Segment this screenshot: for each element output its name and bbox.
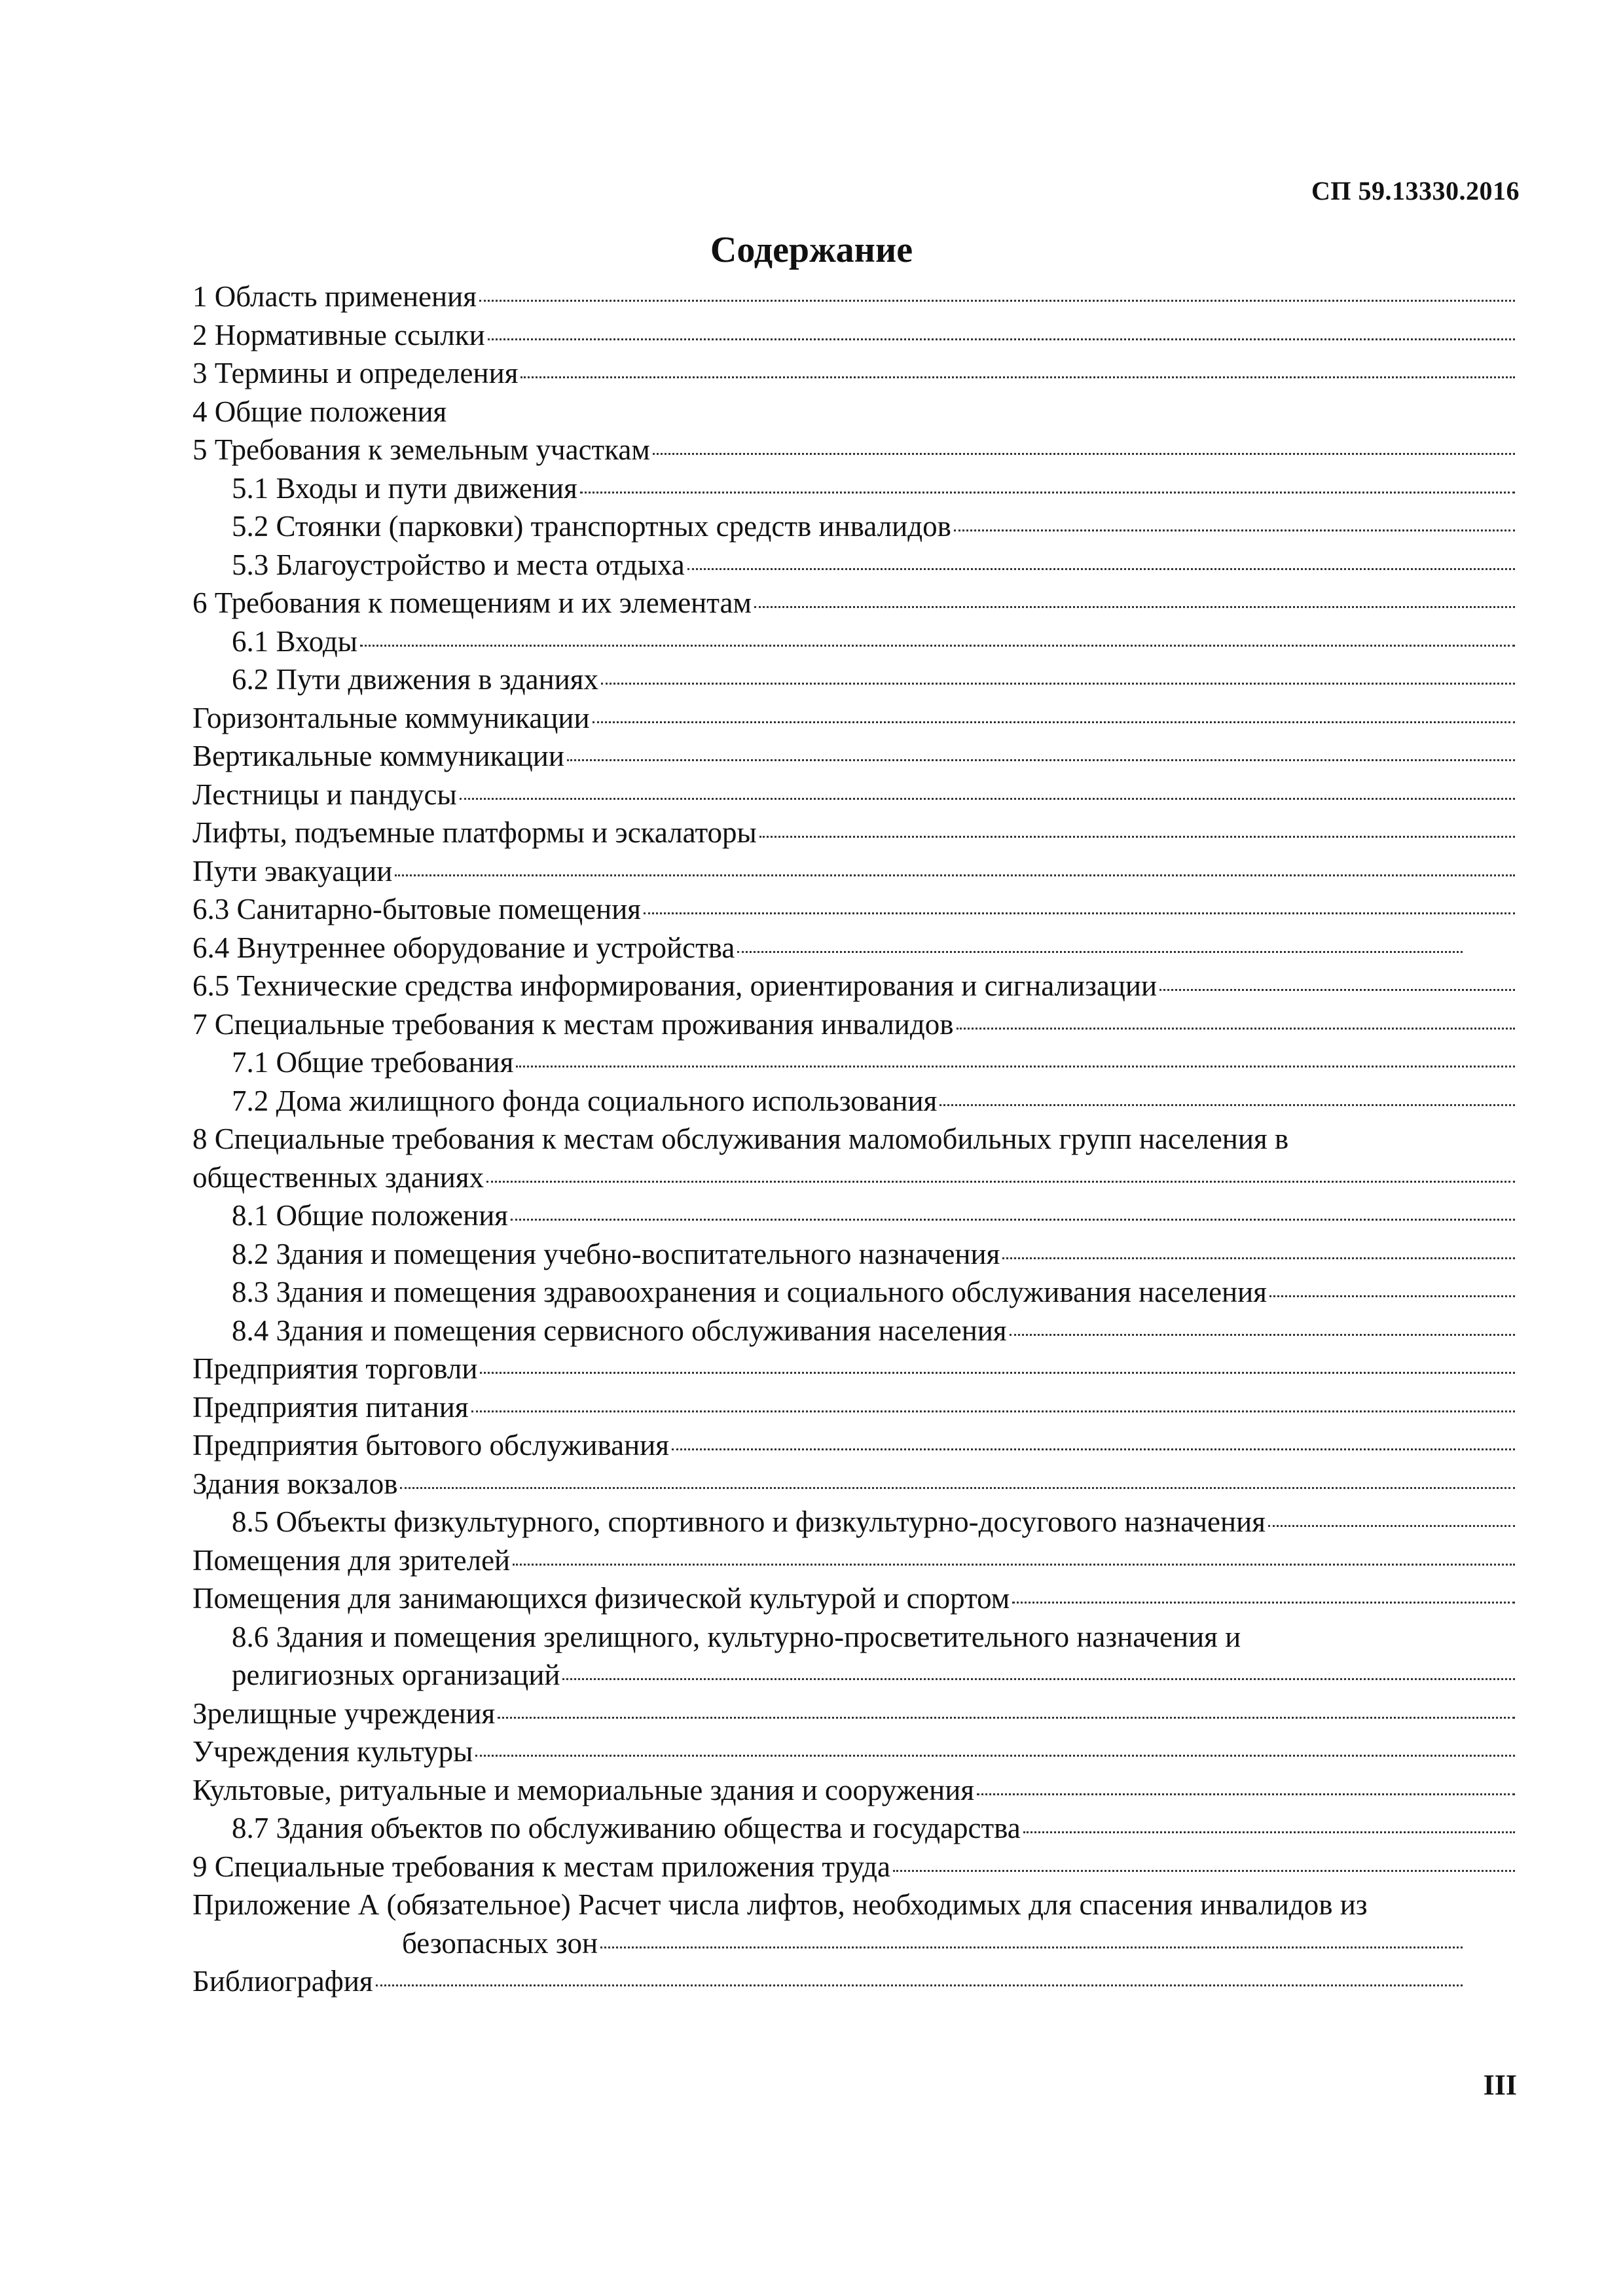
toc-entry-label: 8.2 Здания и помещения учебно-воспитательного назначения	[232, 1237, 1000, 1270]
toc-entry	[192, 431, 1515, 469]
toc-entry	[192, 776, 1515, 814]
toc-entry	[192, 660, 1515, 699]
toc-entry-label: Учреждения культуры	[192, 1735, 473, 1768]
toc-entry	[192, 1809, 1515, 1848]
toc-leader-dots	[475, 1755, 1515, 1757]
toc-entry	[192, 1579, 1515, 1618]
toc-entry-label: Лестницы и пандусы	[192, 778, 457, 811]
toc-entry-label: Предприятия питания	[192, 1390, 469, 1424]
toc-leader-dots	[1012, 1602, 1515, 1604]
toc-entry-label: 7.2 Дома жилищного фонда социального использования	[232, 1084, 938, 1117]
toc-entry-label: Библиография	[192, 1965, 373, 1998]
toc-entry	[192, 929, 1515, 967]
toc-entry	[192, 1120, 1515, 1158]
toc-entry	[192, 1158, 1515, 1197]
toc-leader-dots	[400, 1487, 1515, 1489]
toc-entry	[192, 622, 1515, 661]
toc-leader-dots	[759, 836, 1515, 838]
toc-entry-label: 8.7 Здания объектов по обслуживанию общества и государства	[232, 1812, 1021, 1844]
toc-entry-label: безопасных зон	[402, 1926, 598, 1960]
toc-entry	[192, 1732, 1515, 1771]
toc-entry	[192, 507, 1515, 546]
toc-entry	[192, 469, 1515, 508]
toc-leader-dots	[580, 492, 1515, 493]
toc-leader-dots	[498, 1717, 1515, 1719]
toc-entry-label: Помещения для зрителей	[192, 1543, 511, 1577]
toc-leader-dots	[939, 1104, 1515, 1106]
toc-entry-label: 7 Специальные требования к местам проживания инвалидов	[192, 1007, 954, 1041]
toc-entry-label: Предприятия торговли	[192, 1352, 478, 1385]
toc-entry	[192, 1771, 1515, 1810]
toc-leader-dots	[360, 645, 1515, 647]
toc-entry-label: Зрелищные учреждения	[192, 1696, 496, 1730]
toc-leader-dots	[516, 1066, 1515, 1067]
toc-entry	[192, 852, 1515, 891]
toc-leader-dots	[1002, 1257, 1515, 1259]
toc-entry	[192, 1962, 1515, 2001]
toc-entry-label: 6.3 Санитарно-бытовые помещения	[192, 893, 641, 925]
toc-leader-dots	[1023, 1831, 1515, 1833]
toc-entry-label: 8.6 Здания и помещения зрелищного, культурно-просветительного назначения и	[232, 1620, 1241, 1653]
toc-leader-dots	[1010, 1334, 1515, 1336]
toc-entry	[192, 1196, 1515, 1235]
toc-leader-dots	[1268, 1525, 1515, 1527]
toc-entry-label: религиозных организаций	[232, 1659, 560, 1691]
toc-entry-label: общественных зданиях	[192, 1160, 484, 1194]
toc-entry-label: Приложение А (обязательное) Расчет числа лифтов, необходимых для спасения инвалидов из	[192, 1888, 1368, 1921]
toc-entry	[192, 316, 1515, 355]
toc-entry-label: 8 Специальные требования к местам обслуживания маломобильных групп населения в	[192, 1122, 1289, 1155]
toc-leader-dots	[601, 683, 1515, 685]
toc-entry	[192, 1388, 1515, 1427]
toc-entry	[192, 1082, 1515, 1121]
toc-title: Содержание	[710, 230, 913, 270]
toc-entry-label: Горизонтальные коммуникации	[192, 701, 590, 734]
toc-entry-label: 7.1 Общие требования	[232, 1046, 514, 1079]
toc-entry-label: 4 Общие положения	[192, 395, 447, 428]
toc-leader-dots	[957, 1028, 1515, 1030]
toc-entry	[192, 699, 1515, 738]
toc-entry-label: Предприятия бытового обслуживания	[192, 1429, 669, 1462]
toc-entry-label: 6.5 Технические средства информирования, ориентирования и сигнализации	[192, 969, 1158, 1002]
toc-entry	[192, 1618, 1515, 1657]
toc-entry-label: Помещения для занимающихся физической культурой и спортом	[192, 1582, 1010, 1615]
toc-entry	[192, 1924, 1515, 1963]
toc-leader-dots	[893, 1870, 1515, 1872]
toc-entry	[192, 1312, 1515, 1350]
toc-entry-label: Здания вокзалов	[192, 1467, 398, 1500]
toc-leader-dots	[520, 376, 1515, 378]
toc-entry	[192, 1503, 1515, 1541]
toc-leader-dots	[954, 529, 1515, 531]
toc-entry-label: 9 Специальные требования к местам приложения труда	[192, 1850, 891, 1883]
toc-leader-dots	[511, 1219, 1515, 1221]
toc-entry-label: 3 Термины и определения	[192, 357, 519, 389]
toc-leader-dots	[562, 1678, 1515, 1680]
toc-entry	[192, 1695, 1515, 1733]
toc-entry-label: Культовые, ритуальные и мемориальные здания и сооружения	[192, 1773, 975, 1806]
toc-entry-label: 8.5 Объекты физкультурного, спортивного и физкультурно-досугового назначения	[232, 1505, 1266, 1538]
toc-entry	[192, 1043, 1515, 1082]
toc-entry-label: Пути эвакуации	[192, 854, 393, 888]
toc-leader-dots	[1159, 989, 1515, 991]
toc-entry	[192, 1465, 1515, 1503]
toc-entry-label: Лифты, подъемные платформы и эскалаторы	[192, 816, 757, 849]
toc-leader-dots	[1269, 1295, 1515, 1297]
toc-entry-label: 6 Требования к помещениям и их элементам	[192, 586, 752, 619]
toc-entry	[192, 354, 1515, 393]
toc-entry	[192, 393, 1515, 431]
toc-entry	[192, 1350, 1515, 1388]
toc-leader-dots	[672, 1448, 1515, 1450]
toc-entry	[192, 1426, 1515, 1465]
toc-leader-dots	[460, 798, 1515, 800]
toc-leader-dots	[644, 912, 1515, 914]
toc-entry	[192, 1273, 1515, 1312]
toc-entry-label: 5.1 Входы и пути движения	[232, 471, 577, 505]
toc-leader-dots	[600, 1946, 1463, 1948]
table-of-contents	[192, 278, 1515, 2001]
toc-entry-label: 5 Требования к земельным участкам	[192, 433, 650, 466]
toc-entry	[192, 1886, 1515, 1924]
toc-entry	[192, 1848, 1515, 1886]
toc-leader-dots	[653, 453, 1515, 455]
toc-entry	[192, 1656, 1515, 1695]
toc-leader-dots	[376, 1984, 1463, 1986]
toc-entry-label: 5.2 Стоянки (парковки) транспортных средств инвалидов	[232, 510, 951, 543]
toc-leader-dots	[480, 1372, 1515, 1374]
toc-entry-label: 6.1 Входы	[232, 624, 358, 658]
toc-entry-label: 8.4 Здания и помещения сервисного обслуживания населения	[232, 1314, 1007, 1347]
toc-leader-dots	[479, 300, 1515, 302]
toc-entry	[192, 737, 1515, 776]
document-code: СП 59.13330.2016	[1311, 176, 1520, 206]
toc-leader-dots	[754, 606, 1515, 608]
page-number: III	[1483, 2069, 1517, 2101]
toc-leader-dots	[488, 338, 1515, 340]
toc-leader-dots	[486, 1181, 1515, 1183]
toc-entry	[192, 814, 1515, 852]
toc-leader-dots	[593, 721, 1515, 723]
toc-entry	[192, 1235, 1515, 1274]
toc-leader-dots	[737, 951, 1463, 953]
toc-entry-label: Вертикальные коммуникации	[192, 740, 564, 772]
toc-leader-dots	[395, 874, 1515, 876]
toc-leader-dots	[567, 759, 1515, 761]
toc-entry	[192, 1005, 1515, 1044]
toc-entry-label: 6.4 Внутреннее оборудование и устройства	[192, 931, 735, 964]
toc-leader-dots	[513, 1564, 1515, 1566]
toc-entry-label: 2 Нормативные ссылки	[192, 318, 485, 351]
toc-leader-dots	[687, 568, 1515, 570]
toc-entry	[192, 546, 1515, 584]
toc-entry-label: 1 Область применения	[192, 280, 477, 313]
toc-entry-label: 8.1 Общие положения	[232, 1199, 509, 1232]
toc-leader-dots	[471, 1410, 1515, 1412]
toc-entry-label: 6.2 Пути движения в зданиях	[232, 663, 598, 696]
toc-entry	[192, 1541, 1515, 1580]
toc-entry-label: 5.3 Благоустройство и места отдыха	[232, 548, 685, 581]
toc-entry	[192, 278, 1515, 316]
toc-entry	[192, 584, 1515, 622]
toc-entry	[192, 967, 1515, 1005]
toc-leader-dots	[977, 1793, 1515, 1795]
toc-entry-label: 8.3 Здания и помещения здравоохранения и социального обслуживания населения	[232, 1276, 1267, 1308]
toc-entry	[192, 890, 1515, 929]
